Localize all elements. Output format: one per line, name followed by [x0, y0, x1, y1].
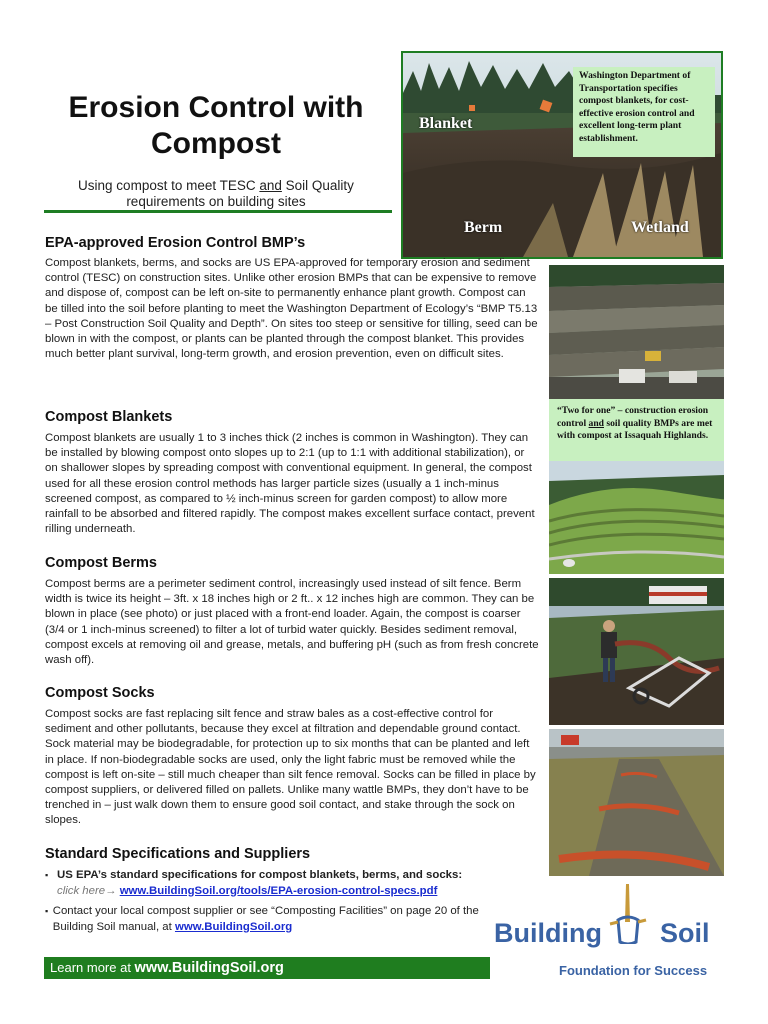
section-heading-berms: Compost Berms [45, 555, 157, 571]
buildingsoil-link[interactable]: www.BuildingSoil.org [174, 920, 293, 933]
epa-specs-link[interactable]: www.BuildingSoil.org/tools/EPA-erosion-control-specs.pdf [119, 884, 438, 897]
hero-photo [401, 51, 723, 259]
section-epa-paragraph: Compost blankets, berms, and socks are US EPA-approved for temporary erosion and sediment control (TESC) on construction sites. Unlike other erosion BMPs that can be expensive to remove and dispose of, compost can be left on-site to permanently enhance plant growth. Compost can be tilled into the soil before planting to meet the Washington Department of Ecology’s “BMP T5.13 – Post Construction Soil Quality and Depth”. On sites too steep or sensitive for tilling, seed can be blown in with the compost, or plants can be planted through the compost blanket. This provides much better plant survival, long-term growth, and erosion prevention, even on difficult sites. [45, 257, 538, 361]
specs-epa-label: US EPA’s standard specifications for compost blankets, berms, and socks: [57, 869, 463, 881]
hero-photo-caption: Washington Department of Transportation specifies compost blankets, for cost-effective erosion control and excellent long-term plant establishment. [573, 67, 715, 157]
specs-list [45, 868, 485, 940]
footer-url[interactable]: www.BuildingSoil.org [134, 960, 284, 976]
photo-compost-socks [549, 729, 724, 876]
section-text-blankets [45, 431, 540, 537]
subtitle-and: and [259, 178, 282, 193]
shovel-icon [608, 884, 648, 944]
side-caption-text: “Two for one” – construction erosion control [557, 405, 709, 429]
section-text-epa [45, 256, 539, 362]
specs-item-supplier [45, 904, 485, 935]
section-heading-epa: EPA-approved Erosion Control BMP’s [45, 235, 306, 251]
photo-green-hillside [549, 461, 724, 574]
side-caption-and: and [588, 417, 604, 429]
section-heading-socks: Compost Socks [45, 685, 155, 701]
click-here-text: click here [57, 884, 106, 897]
subtitle-text-end: Soil Quality requirements on building sites [126, 178, 354, 209]
section-blankets-paragraph: Compost blankets are usually 1 to 3 inches thick (2 inches is common in Washington). They can be installed by blowing compost onto slopes up to 2:1 (up to 1:1 with additional stabilization), or on shallower slopes by spreading compost with conventional equipment. In general, the compost used for all these erosion control methods has larger particle sizes (usually a 1 inch-minus screened compost, as compared to ½ inch-minus screen for garden compost) to allow more rainfall to be absorbed and filtered rapidly. The compost makes excellent surface contact, prevent rilling underneath. [45, 432, 535, 536]
page-subtitle [40, 178, 392, 210]
photo-label-berm: Berm [464, 219, 503, 236]
bullet-icon: ▪ [45, 870, 49, 880]
specs-item-epa [45, 868, 485, 899]
footer-bar [44, 957, 490, 979]
photo-berm-blowing [549, 578, 724, 725]
side-caption-text-end: soil quality BMPs are met with compost at Issaquah Highlands. [557, 417, 713, 441]
title-rule [44, 210, 392, 213]
page-title: Erosion Control with Compost [68, 91, 364, 160]
bullet-icon: ▪ [45, 906, 49, 916]
logo-tagline: Foundation for Success [559, 963, 708, 978]
subtitle-text: Using compost to meet TESC [78, 178, 260, 193]
section-heading-specs: Standard Specifications and Suppliers [45, 846, 311, 862]
footer-lead-text: Learn more at [50, 960, 135, 975]
section-text-berms [45, 577, 540, 668]
logo-word-soil: Soil [660, 918, 710, 948]
section-berms-paragraph: Compost berms are a perimeter sediment control, increasingly used instead of silt fence. Berm width is twice its height – 3ft. x 18 inches high or 2 ft.. x 12 inches high are common. They can be blown in place (see photo) or just placed with a front-end loader. Again, the compost is coarser (3/4 or 1 inch-minus screened) to filter a lot of turbid water quickly. Besides sediment removal, compost excels at removing oil and grease, metals, and buffering pH (such as from fresh concrete wash off). [45, 578, 539, 667]
section-text-socks [45, 707, 541, 829]
building-soil-logo [494, 884, 726, 980]
specs-supplier-text: Contact your local compost supplier or see “Composting Facilities” on page 20 of the Building Soil manual, at [52, 905, 479, 933]
section-heading-blankets: Compost Blankets [45, 409, 173, 425]
section-socks-paragraph: Compost socks are fast replacing silt fence and straw bales as a cost-effective control for sediment and other pollutants, because they excel at filtration and dependable ground contact. Sock material may be biodegradable, for protection up to six months that can be planted and left in place. If non-biodegradable socks are used, only the light fabric must be removed while the compost is left on-site – still much cheaper than silt fence removal. Socks can be filled in place by compost suppliers, or delivered filled on pallets. Unlike many wattle BMPs, they don’t have to be trenched in – just walk down them to ensure good soil contact, and stake through the sock on slopes. [45, 708, 536, 827]
side-photo-caption [549, 399, 724, 461]
photo-label-blanket: Blanket [419, 115, 473, 132]
arrow-right-icon: → [105, 884, 117, 897]
logo-word-building: Building [494, 918, 602, 948]
photo-label-wetland: Wetland [631, 219, 689, 236]
photo-construction-slopes [549, 265, 724, 399]
